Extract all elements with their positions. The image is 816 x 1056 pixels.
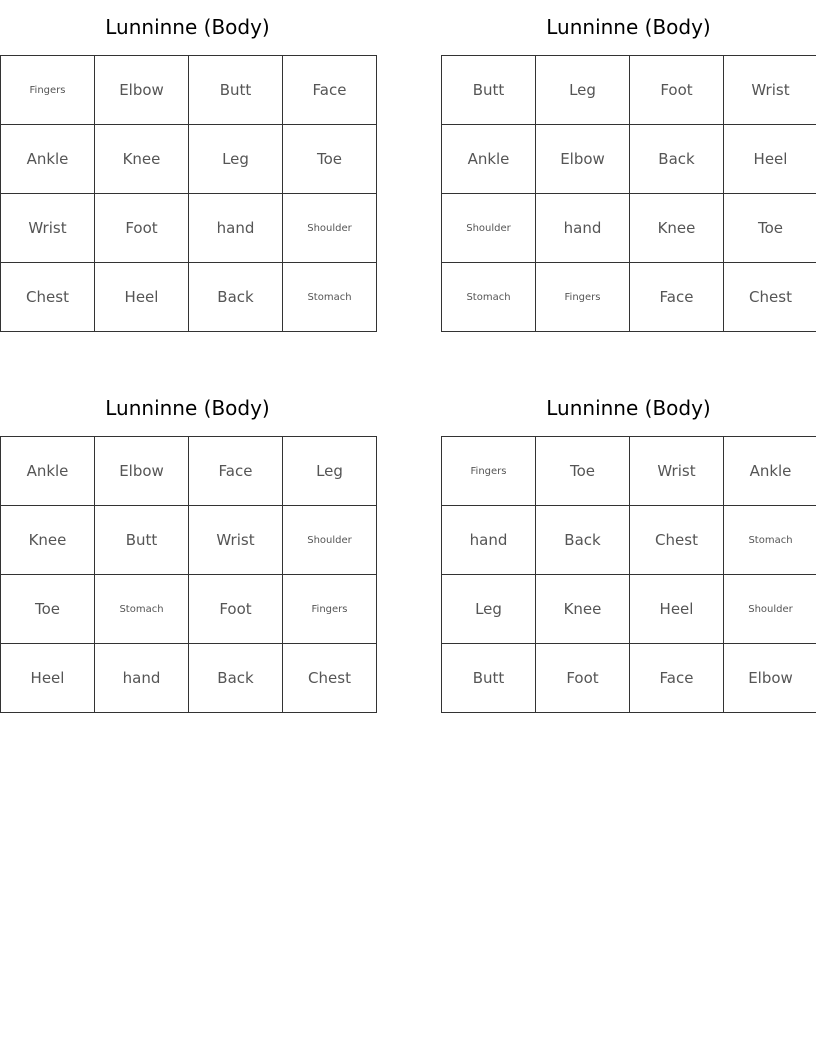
- grid-cell: hand: [95, 644, 189, 713]
- grid-cell: Stomach: [95, 575, 189, 644]
- grid-cell: hand: [189, 194, 283, 263]
- grid-cell: Butt: [189, 56, 283, 125]
- grid-cell: Stomach: [442, 263, 536, 332]
- grid-cell: Stomach: [283, 263, 377, 332]
- grid-cell: Heel: [630, 575, 724, 644]
- grid-cell: Fingers: [536, 263, 630, 332]
- grid-cell: Toe: [724, 194, 816, 263]
- grid-cell: Leg: [442, 575, 536, 644]
- grid-cell: Butt: [442, 56, 536, 125]
- grid-cell: Foot: [189, 575, 283, 644]
- card-title: Lunninne (Body): [105, 396, 270, 420]
- grid-cell: Back: [630, 125, 724, 194]
- bingo-card-2: [441, 10, 816, 332]
- grid-cell: Back: [189, 644, 283, 713]
- bingo-grid: [441, 436, 816, 713]
- grid-cell: Ankle: [724, 437, 816, 506]
- bingo-grid: [0, 436, 377, 713]
- grid-cell: Toe: [536, 437, 630, 506]
- grid-row: [1, 194, 377, 263]
- grid-cell: Back: [189, 263, 283, 332]
- grid-cell: Butt: [442, 644, 536, 713]
- grid-cell: Fingers: [1, 56, 95, 125]
- grid-cell: Leg: [283, 437, 377, 506]
- bingo-grid: [0, 55, 377, 332]
- grid-cell: Wrist: [724, 56, 816, 125]
- grid-row: [442, 575, 816, 644]
- grid-cell: Face: [630, 644, 724, 713]
- grid-cell: Shoulder: [442, 194, 536, 263]
- grid-cell: Knee: [95, 125, 189, 194]
- grid-cell: hand: [442, 506, 536, 575]
- grid-row: [442, 263, 816, 332]
- grid-cell: Face: [189, 437, 283, 506]
- grid-row: [1, 263, 377, 332]
- grid-cell: Ankle: [1, 437, 95, 506]
- grid-row: [442, 506, 816, 575]
- grid-cell: Foot: [630, 56, 724, 125]
- card-title: Lunninne (Body): [546, 15, 711, 39]
- grid-cell: Chest: [630, 506, 724, 575]
- grid-cell: Heel: [1, 644, 95, 713]
- grid-cell: Toe: [283, 125, 377, 194]
- card-title: Lunninne (Body): [546, 396, 711, 420]
- grid-row: [1, 56, 377, 125]
- grid-cell: Wrist: [189, 506, 283, 575]
- grid-row: [442, 437, 816, 506]
- grid-cell: Back: [536, 506, 630, 575]
- grid-cell: Foot: [95, 194, 189, 263]
- grid-cell: Ankle: [442, 125, 536, 194]
- grid-row: [442, 194, 816, 263]
- grid-row: [442, 644, 816, 713]
- grid-cell: Toe: [1, 575, 95, 644]
- grid-cell: Knee: [630, 194, 724, 263]
- grid-cell: Elbow: [95, 437, 189, 506]
- grid-row: [1, 575, 377, 644]
- grid-cell: Knee: [1, 506, 95, 575]
- grid-cell: Heel: [95, 263, 189, 332]
- grid-cell: Ankle: [1, 125, 95, 194]
- grid-cell: Chest: [1, 263, 95, 332]
- grid-row: [1, 125, 377, 194]
- grid-cell: Shoulder: [283, 506, 377, 575]
- grid-cell: Chest: [283, 644, 377, 713]
- grid-row: [442, 125, 816, 194]
- grid-row: [1, 644, 377, 713]
- grid-cell: Elbow: [724, 644, 816, 713]
- grid-cell: Fingers: [442, 437, 536, 506]
- grid-cell: Knee: [536, 575, 630, 644]
- grid-cell: Face: [630, 263, 724, 332]
- card-title: Lunninne (Body): [105, 15, 270, 39]
- grid-cell: Butt: [95, 506, 189, 575]
- grid-cell: hand: [536, 194, 630, 263]
- grid-cell: Wrist: [630, 437, 724, 506]
- grid-cell: Elbow: [95, 56, 189, 125]
- grid-row: [442, 56, 816, 125]
- grid-cell: Shoulder: [724, 575, 816, 644]
- grid-cell: Leg: [536, 56, 630, 125]
- grid-cell: Chest: [724, 263, 816, 332]
- bingo-card-4: [441, 391, 816, 713]
- bingo-grid: [441, 55, 816, 332]
- grid-cell: Elbow: [536, 125, 630, 194]
- grid-cell: Fingers: [283, 575, 377, 644]
- grid-cell: Wrist: [1, 194, 95, 263]
- grid-cell: Stomach: [724, 506, 816, 575]
- grid-cell: Shoulder: [283, 194, 377, 263]
- bingo-card-1: [0, 10, 375, 332]
- grid-row: [1, 506, 377, 575]
- grid-cell: Leg: [189, 125, 283, 194]
- grid-cell: Face: [283, 56, 377, 125]
- bingo-card-3: [0, 391, 375, 713]
- grid-row: [1, 437, 377, 506]
- grid-cell: Heel: [724, 125, 816, 194]
- grid-cell: Foot: [536, 644, 630, 713]
